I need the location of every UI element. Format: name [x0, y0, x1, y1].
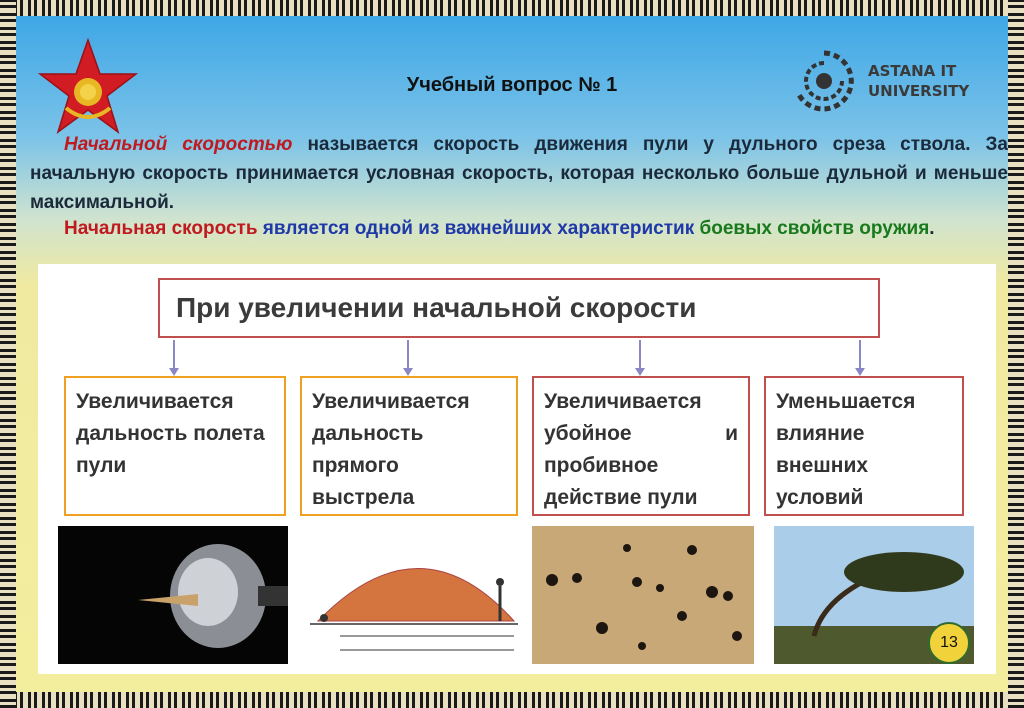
- muzzle-blast-photo: [58, 526, 288, 664]
- definition-paragraph: [30, 130, 1008, 217]
- effect-box-lethal: [532, 376, 750, 516]
- effect-lethal-line2-left: убойное: [544, 422, 632, 445]
- importance-paragraph: [30, 214, 1008, 243]
- diagram-panel: [38, 264, 996, 674]
- logo-line1: ASTANA IT: [868, 62, 957, 80]
- logo-line2: UNIVERSITY: [868, 82, 970, 100]
- effect-lethal-line3: пробивное: [544, 454, 659, 477]
- effect-direct-line1: Увеличивается: [312, 390, 470, 413]
- slide-title: Учебный вопрос № 1: [406, 74, 618, 96]
- ornamental-border-right: [1008, 0, 1024, 708]
- ornamental-border-left: [0, 0, 16, 708]
- effect-direct-line2: дальность: [312, 422, 424, 445]
- effect-lethal-line2-right: и: [725, 422, 738, 445]
- effect-external-line1: Уменьшается: [776, 390, 916, 413]
- diagram-header: При увеличении начальной скорости: [158, 278, 880, 338]
- effect-direct-line3: прямого: [312, 454, 399, 477]
- bullet-holes-photo: [532, 526, 754, 664]
- importance-subject: Начальная скорость: [64, 218, 258, 239]
- effect-lethal-row2: [544, 418, 738, 450]
- effect-lethal-line4: действие пули: [544, 486, 698, 509]
- effect-box-direct-shot: [300, 376, 518, 516]
- effect-direct-line4: выстрела: [312, 486, 415, 509]
- term-initial-velocity: Начальной скоростью: [64, 134, 293, 155]
- effect-external-line3: внешних: [776, 454, 869, 477]
- importance-text: является одной из важнейших характеристик: [257, 218, 700, 239]
- effect-lethal-line1: Увеличивается: [544, 390, 702, 413]
- effect-external-line4: условий: [776, 486, 864, 509]
- page-number-badge: 13: [928, 622, 970, 664]
- importance-object: боевых свойств оружия: [699, 218, 930, 239]
- importance-period: .: [929, 218, 935, 239]
- effect-box-range: [64, 376, 286, 516]
- slide: [16, 16, 1008, 692]
- effect-external-line2: влияние: [776, 422, 865, 445]
- definition-text: называется скорость движения пули у дульного среза ствола. За начальную скорость принимается условная скорость, которая несколько больше дульной и меньше максимальной.: [30, 134, 1008, 213]
- trajectory-diagram-image: [300, 526, 524, 664]
- effect-range-line2: дальность полета: [76, 422, 265, 445]
- effect-range-line3: пули: [76, 454, 127, 477]
- effect-range-line1: Увеличивается: [76, 390, 234, 413]
- effect-box-external: [764, 376, 964, 516]
